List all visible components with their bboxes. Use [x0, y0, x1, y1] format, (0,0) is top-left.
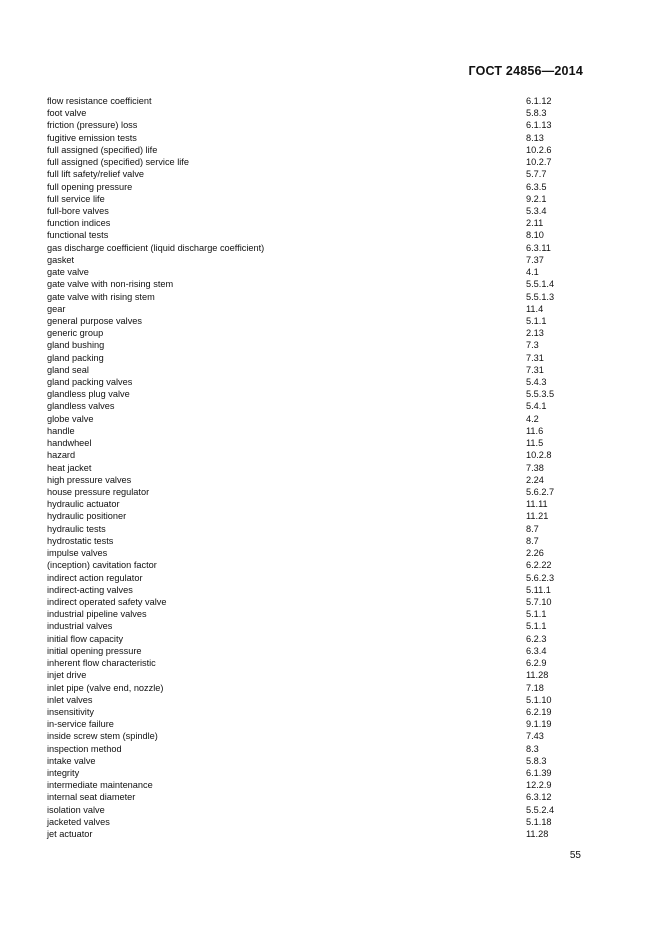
index-term: isolation valve	[47, 804, 105, 815]
index-entry	[47, 584, 587, 596]
index-term: full assigned (specified) life	[47, 144, 158, 155]
index-entry	[47, 242, 587, 254]
index-reference: 6.3.5	[526, 181, 547, 192]
index-reference: 9.2.1	[526, 193, 547, 204]
index-term: integrity	[47, 768, 80, 779]
index-term: function indices	[47, 218, 111, 229]
index-term: (inception) cavitation factor	[47, 560, 157, 571]
index-term: full-bore valves	[47, 205, 109, 216]
index-term: hazard	[47, 450, 76, 461]
index-reference: 10.2.7	[526, 157, 552, 168]
index-reference: 4.1	[526, 267, 539, 278]
document-header: ГОСТ 24856—2014	[468, 64, 583, 78]
index-reference: 9.1.19	[526, 719, 552, 730]
index-reference: 8.7	[526, 535, 539, 546]
index-term: jet actuator	[47, 829, 93, 840]
index-entry	[47, 718, 587, 730]
index-entry	[47, 254, 587, 266]
index-term: gland seal	[47, 364, 89, 375]
index-entry	[47, 779, 587, 791]
index-entry	[47, 205, 587, 217]
index-entry	[47, 596, 587, 608]
index-entry	[47, 669, 587, 681]
index-reference: 7.31	[526, 364, 544, 375]
page-number: 55	[569, 850, 581, 861]
index-reference: 8.3	[526, 743, 539, 754]
index-entry	[47, 339, 587, 351]
index-entry	[47, 498, 587, 510]
index-term: functional tests	[47, 230, 109, 241]
index-entry	[47, 645, 587, 657]
index-reference: 6.3.11	[526, 242, 551, 253]
index-reference: 7.38	[526, 462, 544, 473]
index-entry	[47, 682, 587, 694]
index-term: full opening pressure	[47, 181, 133, 192]
index-term: handwheel	[47, 438, 92, 449]
index-term: impulse valves	[47, 548, 108, 559]
index-term: house pressure regulator	[47, 487, 150, 497]
index-reference: 4.2	[526, 413, 539, 424]
index-entry	[47, 633, 587, 645]
index-reference: 5.11.1	[526, 584, 551, 595]
index-term: full service life	[47, 193, 105, 204]
index-term: globe valve	[47, 413, 94, 424]
index-term: insensitivity	[47, 706, 94, 717]
index-reference: 5.4.1	[526, 401, 547, 412]
index-reference: 7.43	[526, 731, 544, 742]
index-reference: 6.2.3	[526, 633, 547, 644]
index-entry	[47, 107, 587, 119]
index-entry	[47, 217, 587, 229]
index-term: full assigned (specified) service life	[47, 157, 189, 168]
index-term: in-service failure	[47, 719, 114, 730]
index-term: gear	[47, 303, 66, 314]
index-term: handle	[47, 425, 75, 436]
index-reference: 5.4.3	[526, 377, 547, 388]
index-reference: 5.6.2.3	[526, 572, 555, 583]
index-term: gasket	[47, 254, 75, 265]
index-entry	[47, 694, 587, 706]
index-term: gland packing valves	[47, 377, 133, 388]
index-term: industrial pipeline valves	[47, 609, 147, 620]
index-reference: 8.10	[526, 230, 544, 241]
index-entry	[47, 755, 587, 767]
index-entry	[47, 132, 587, 144]
index-term: gate valve with rising stem	[47, 291, 155, 302]
index-reference: 8.7	[526, 523, 539, 534]
index-entry	[47, 315, 587, 327]
index-entry	[47, 462, 587, 474]
index-term: hydraulic actuator	[47, 499, 120, 510]
index-term: internal seat diameter	[47, 792, 136, 803]
index-entry	[47, 706, 587, 718]
index-term: initial flow capacity	[47, 633, 124, 644]
index-reference: 5.5.3.5	[526, 389, 555, 400]
index-term: full lift safety/relief valve	[47, 169, 145, 180]
index-entry	[47, 816, 587, 828]
index-term: intake valve	[47, 755, 96, 766]
index-entry	[47, 156, 587, 168]
index-term: gate valve	[47, 267, 89, 278]
index-term: gas discharge coefficient (liquid discharge coefficient)	[47, 242, 265, 253]
index-term: hydraulic positioner	[47, 511, 127, 522]
index-reference: 10.2.6	[526, 144, 552, 155]
index-reference: 6.2.22	[526, 560, 552, 571]
index-term: injet drive	[47, 670, 87, 681]
index-term: initial opening pressure	[47, 645, 142, 656]
index-entry	[47, 144, 587, 156]
index-reference: 6.1.39	[526, 768, 552, 779]
index-entry	[47, 168, 587, 180]
index-reference: 2.11	[526, 218, 544, 229]
index-term: friction (pressure) loss	[47, 120, 138, 131]
index-reference: 7.37	[526, 254, 544, 265]
index-reference: 7.3	[526, 340, 539, 351]
index-term: jacketed valves	[47, 816, 110, 827]
index-reference: 5.5.2.4	[526, 804, 555, 815]
index-reference: 2.26	[526, 548, 544, 559]
index-reference: 11.4	[526, 303, 544, 314]
index-term: high pressure valves	[47, 474, 132, 485]
index-reference: 11.21	[526, 511, 549, 522]
index-entry	[47, 449, 587, 461]
index-term: hydraulic tests	[47, 523, 106, 534]
index-reference: 5.1.1	[526, 315, 547, 326]
index-reference: 6.2.9	[526, 658, 547, 669]
index-entry	[47, 535, 587, 547]
index-entry	[47, 413, 587, 425]
index-entry	[47, 510, 587, 522]
index-entry	[47, 95, 587, 107]
index-entry	[47, 266, 587, 278]
index-term: foot valve	[47, 108, 87, 119]
index-entry	[47, 486, 587, 498]
index-term: indirect action regulator	[47, 572, 143, 583]
index-entry	[47, 425, 587, 437]
index-entry	[47, 743, 587, 755]
index-entry	[47, 767, 587, 779]
index-reference: 2.13	[526, 328, 544, 339]
index-entry	[47, 352, 587, 364]
index-entry	[47, 828, 587, 840]
index-reference: 5.7.7	[526, 169, 547, 180]
index-term: inlet valves	[47, 694, 93, 705]
index-term: indirect operated safety valve	[47, 596, 167, 607]
index-entry	[47, 559, 587, 571]
index-reference: 5.1.18	[526, 816, 552, 827]
index-term: flow resistance coefficient	[47, 96, 152, 106]
index-reference: 11.6	[526, 425, 544, 436]
index-entry	[47, 376, 587, 388]
index-term: gland packing	[47, 352, 104, 363]
index-term: gland bushing	[47, 340, 105, 351]
index-reference: 5.3.4	[526, 205, 547, 216]
index-entry	[47, 303, 587, 315]
index-term: inherent flow characteristic	[47, 658, 156, 669]
index-reference: 8.13	[526, 132, 544, 143]
index-entry	[47, 620, 587, 632]
index-entry	[47, 388, 587, 400]
index-reference: 6.3.4	[526, 645, 547, 656]
index-reference: 10.2.8	[526, 450, 552, 461]
index-entry	[47, 730, 587, 742]
index-reference: 11.28	[526, 670, 549, 681]
index-entry	[47, 523, 587, 535]
index-entry	[47, 791, 587, 803]
index-reference: 7.18	[526, 682, 544, 693]
index-term: hydrostatic tests	[47, 535, 114, 546]
index-reference: 12.2.9	[526, 780, 552, 791]
index-entry	[47, 547, 587, 559]
index-reference: 5.1.1	[526, 621, 547, 632]
index-reference: 5.8.3	[526, 108, 547, 119]
index-entry	[47, 474, 587, 486]
index-entry	[47, 193, 587, 205]
index-term: inspection method	[47, 743, 122, 754]
index-reference: 5.1.1	[526, 609, 547, 620]
index-entry	[47, 400, 587, 412]
index-entry	[47, 657, 587, 669]
index-term: intermediate maintenance	[47, 780, 153, 791]
index-term: generic group	[47, 328, 104, 339]
index-list	[47, 95, 587, 840]
index-reference: 6.3.12	[526, 792, 552, 803]
index-entry	[47, 327, 587, 339]
index-entry	[47, 229, 587, 241]
index-entry	[47, 804, 587, 816]
index-entry	[47, 572, 587, 584]
index-term: heat jacket	[47, 462, 92, 473]
index-entry	[47, 291, 587, 303]
index-reference: 5.5.1.3	[526, 291, 555, 302]
index-entry	[47, 364, 587, 376]
index-reference: 6.1.13	[526, 120, 552, 131]
index-entry	[47, 278, 587, 290]
index-term: inlet pipe (valve end, nozzle)	[47, 682, 164, 693]
index-term: inside screw stem (spindle)	[47, 731, 158, 742]
index-reference: 11.5	[526, 438, 544, 449]
index-reference: 2.24	[526, 474, 544, 485]
index-reference: 5.7.10	[526, 596, 552, 607]
index-reference: 5.1.10	[526, 694, 552, 705]
index-reference: 11.28	[526, 829, 549, 840]
index-term: glandless valves	[47, 401, 115, 412]
index-reference: 6.1.12	[526, 96, 552, 106]
index-entry	[47, 437, 587, 449]
index-term: general purpose valves	[47, 315, 142, 326]
index-term: fugitive emission tests	[47, 132, 137, 143]
index-term: indirect-acting valves	[47, 584, 133, 595]
index-reference: 5.5.1.4	[526, 279, 555, 290]
index-entry	[47, 181, 587, 193]
index-entry	[47, 608, 587, 620]
index-term: gate valve with non-rising stem	[47, 279, 174, 290]
index-term: glandless plug valve	[47, 389, 130, 400]
index-reference: 7.31	[526, 352, 544, 363]
index-reference: 6.2.19	[526, 706, 552, 717]
index-reference: 5.8.3	[526, 755, 547, 766]
index-reference: 5.6.2.7	[526, 487, 555, 497]
index-entry	[47, 119, 587, 131]
index-term: industrial valves	[47, 621, 113, 632]
index-reference: 11.11	[526, 499, 548, 510]
